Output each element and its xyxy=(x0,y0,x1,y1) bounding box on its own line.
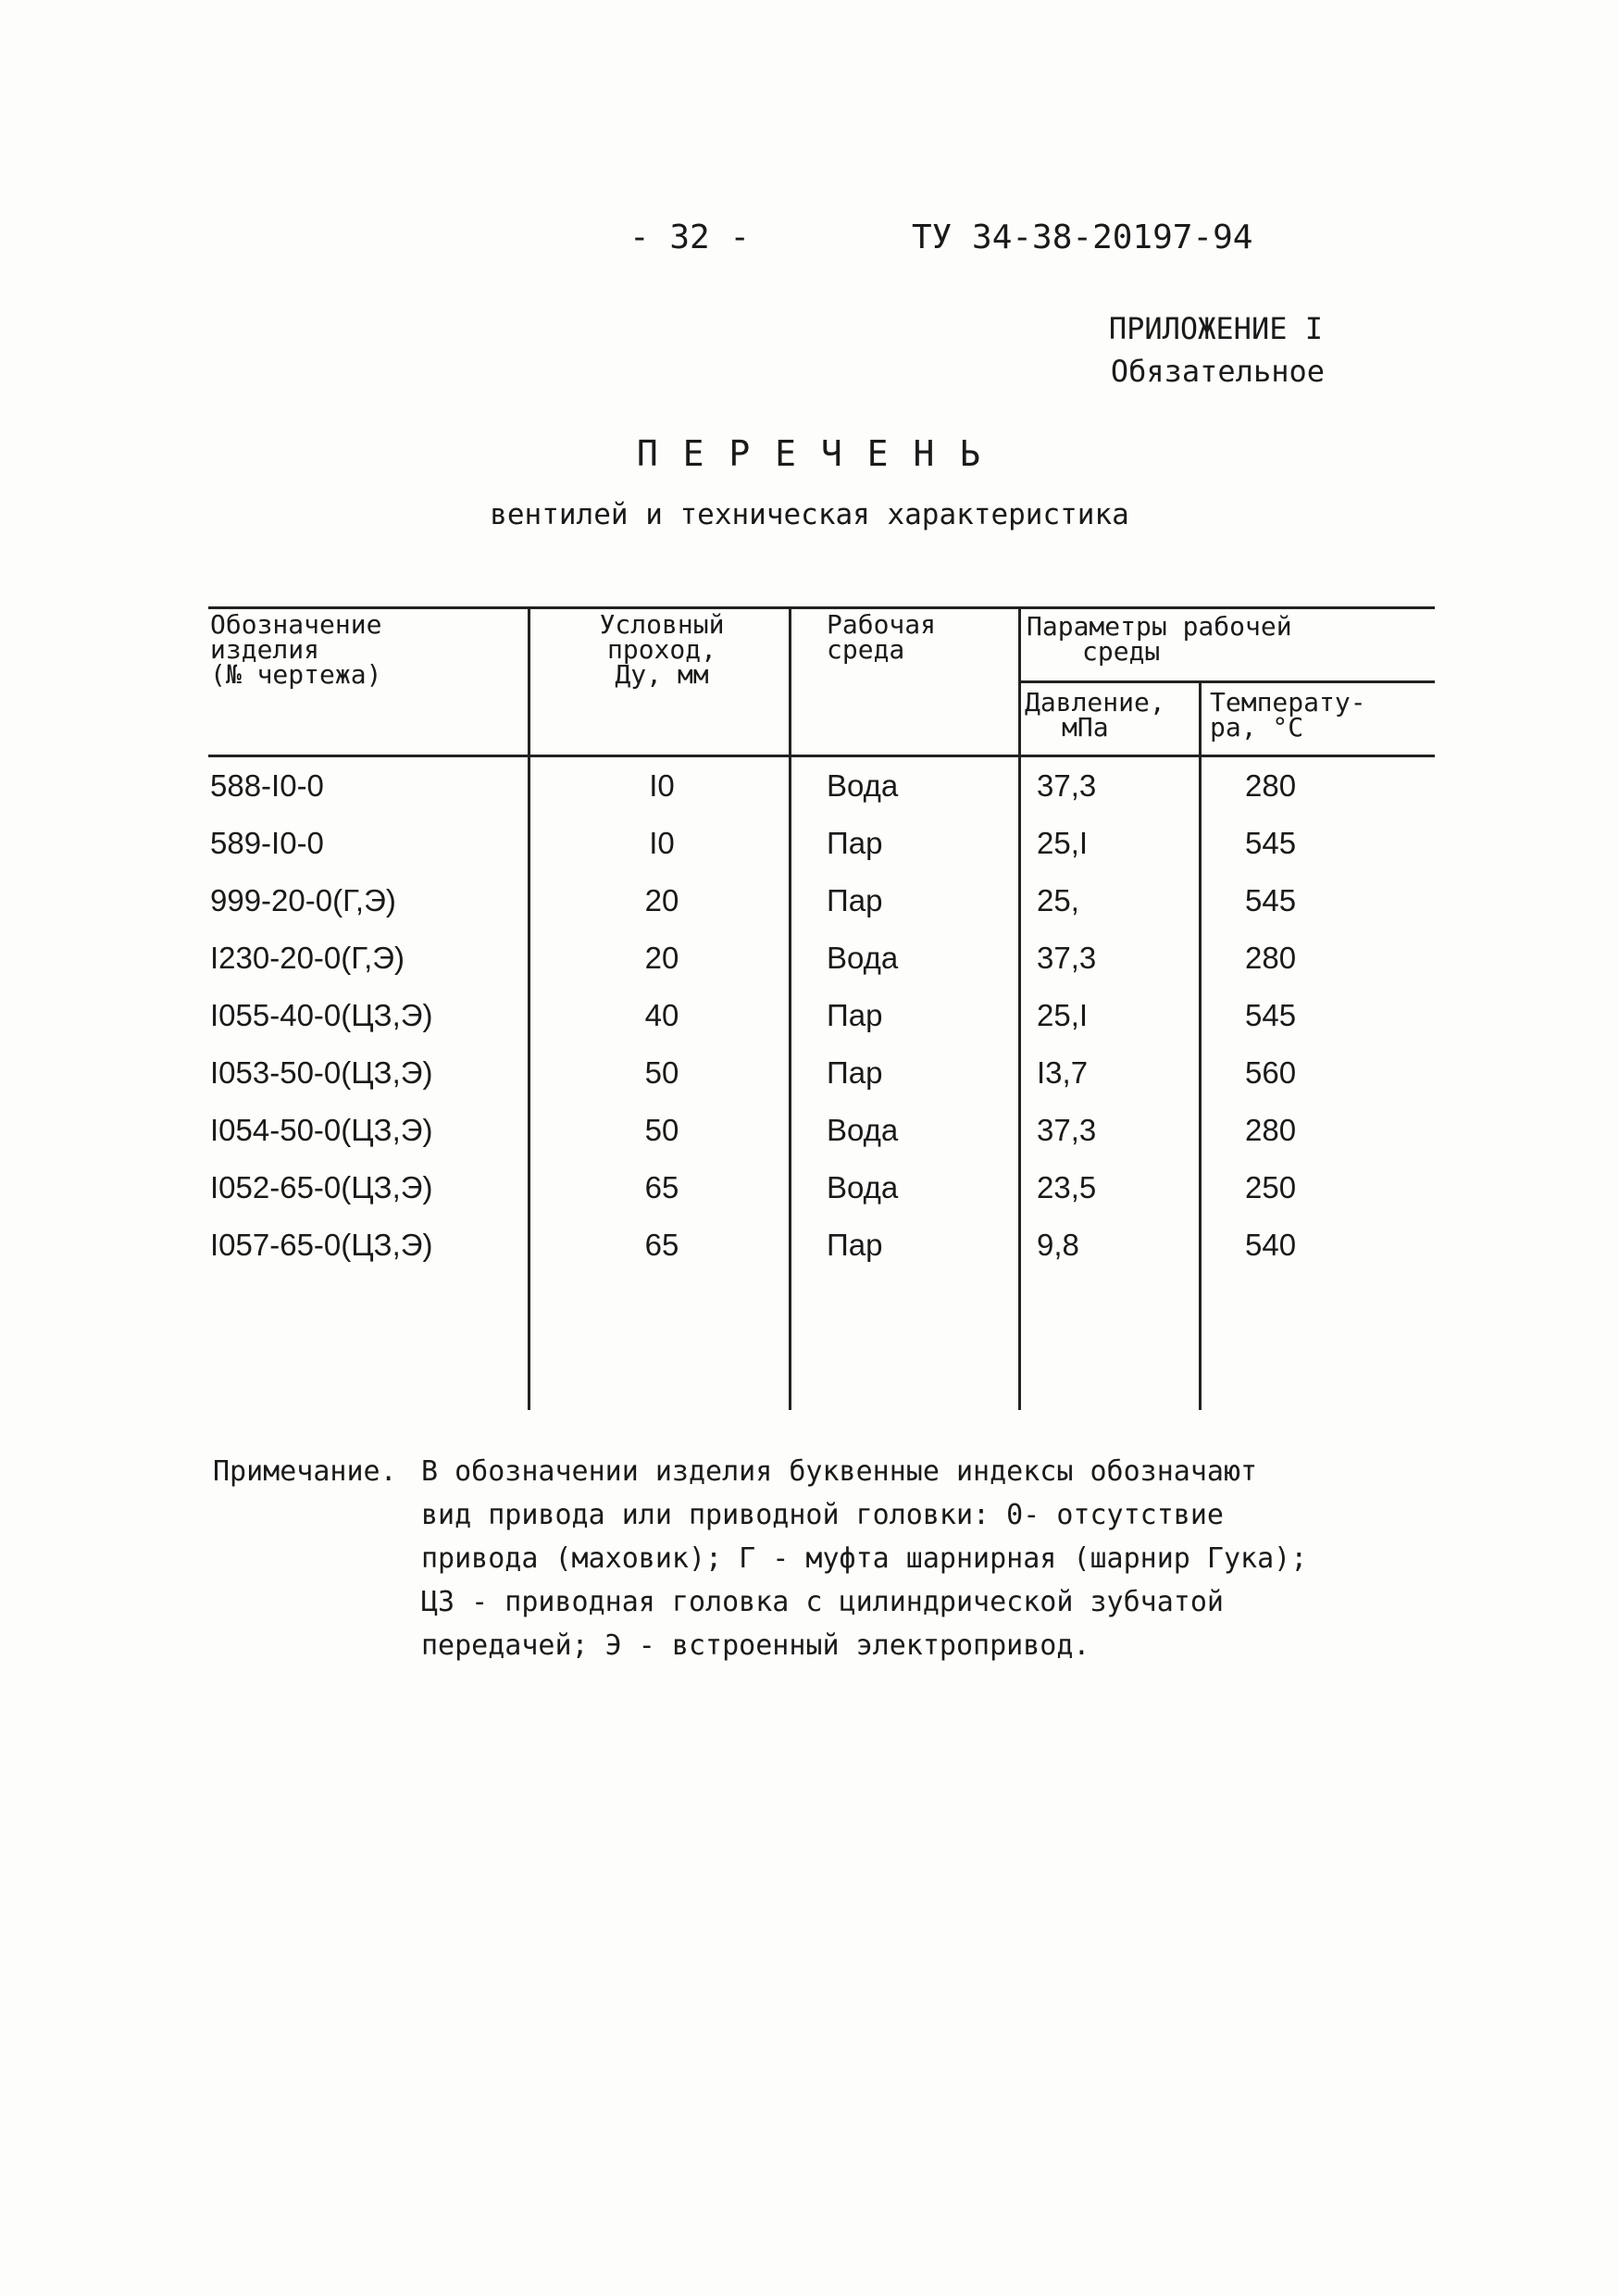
cell-medium: Пар xyxy=(827,1055,883,1090)
cell-medium: Пар xyxy=(827,826,883,860)
header-pressure xyxy=(1025,687,1196,742)
cell-medium: Пар xyxy=(827,883,883,917)
header-pressure-line: мПа xyxy=(1062,712,1109,742)
appendix-title: ПРИЛОЖЕНИЕ I xyxy=(1108,311,1323,346)
page-number: - 32 - xyxy=(629,218,751,256)
note-label: Примечание. xyxy=(213,1455,397,1488)
header-designation-line: изделия xyxy=(210,634,320,665)
header-params-group-line: среды xyxy=(1082,636,1161,667)
note-line: В обозначении изделия буквенные индексы обозначают xyxy=(421,1455,1258,1488)
cell-pressure: 37,3 xyxy=(1037,1113,1097,1147)
cell-pressure: 25,I xyxy=(1037,826,1089,860)
table-header-rule xyxy=(208,755,1435,757)
header-temperature-line: ра, °С xyxy=(1210,712,1304,742)
appendix-kind: Обязательное xyxy=(1110,354,1325,389)
cell-nominal-bore: 40 xyxy=(644,998,679,1032)
params-group-rule xyxy=(1018,680,1435,683)
cell-nominal-bore: 65 xyxy=(644,1170,679,1204)
cell-medium: Вода xyxy=(827,941,899,975)
cell-medium: Вода xyxy=(827,1113,899,1147)
header-designation-line: (№ чертежа) xyxy=(210,659,382,690)
header-nominal-bore xyxy=(542,609,782,690)
cell-temperature: 545 xyxy=(1245,883,1297,917)
cell-pressure: 9,8 xyxy=(1037,1228,1079,1262)
note-line: привода (маховик); Г - муфта шарнирная (шарнир Гука); xyxy=(421,1542,1308,1575)
cell-pressure: 37,3 xyxy=(1037,768,1097,803)
cell-temperature: 560 xyxy=(1245,1055,1297,1090)
document-subtitle: вентилей и техническая характеристика xyxy=(490,498,1129,531)
header-temperature xyxy=(1210,687,1432,742)
cell-medium: Вода xyxy=(827,1170,899,1204)
cell-temperature: 250 xyxy=(1245,1170,1297,1204)
cell-designation: I054-50-0(ЦЗ,Э) xyxy=(210,1113,433,1147)
cell-medium: Пар xyxy=(827,998,883,1032)
cell-pressure: 25,I xyxy=(1037,998,1089,1032)
header-nominal-bore-line: Ду, мм xyxy=(615,659,709,690)
header-designation-line: Обозначение xyxy=(210,609,382,640)
header-temperature-line: Температу- xyxy=(1210,687,1366,718)
valves-table xyxy=(208,606,1435,1412)
cell-medium: Вода xyxy=(827,768,899,803)
cell-nominal-bore: I0 xyxy=(649,768,675,803)
note-line: ЦЗ - приводная головка с цилиндрической зубчатой xyxy=(421,1586,1224,1618)
cell-designation: 588-I0-0 xyxy=(210,768,324,803)
column-divider-1 xyxy=(528,606,530,1410)
column-divider-4 xyxy=(1199,680,1202,1410)
cell-temperature: 280 xyxy=(1245,1113,1297,1147)
cell-medium: Пар xyxy=(827,1228,883,1262)
cell-designation: I053-50-0(ЦЗ,Э) xyxy=(210,1055,433,1090)
cell-temperature: 280 xyxy=(1245,768,1297,803)
header-params-group xyxy=(1027,611,1434,667)
cell-nominal-bore: 20 xyxy=(644,883,679,917)
column-divider-2 xyxy=(789,606,791,1410)
cell-nominal-bore: 50 xyxy=(644,1055,679,1090)
cell-designation: I055-40-0(ЦЗ,Э) xyxy=(210,998,433,1032)
header-designation xyxy=(210,609,516,690)
cell-designation: I052-65-0(ЦЗ,Э) xyxy=(210,1170,433,1204)
cell-nominal-bore: 50 xyxy=(644,1113,679,1147)
cell-designation: 589-I0-0 xyxy=(210,826,324,860)
cell-designation: 999-20-0(Г,Э) xyxy=(210,883,396,917)
cell-pressure: 37,3 xyxy=(1037,941,1097,975)
note-line: вид привода или приводной головки: 0- отсутствие xyxy=(421,1499,1224,1531)
cell-pressure: 25, xyxy=(1037,883,1079,917)
cell-pressure: 23,5 xyxy=(1037,1170,1097,1204)
header-medium-line: среда xyxy=(827,634,905,665)
document-code: ТУ 34-38-20197-94 xyxy=(912,218,1253,256)
cell-temperature: 280 xyxy=(1245,941,1297,975)
cell-nominal-bore: 65 xyxy=(644,1228,679,1262)
header-params-group-line: Параметры рабочей xyxy=(1027,611,1292,642)
cell-designation: I230-20-0(Г,Э) xyxy=(210,941,405,975)
table-top-rule xyxy=(208,606,1435,609)
cell-temperature: 545 xyxy=(1245,826,1297,860)
cell-nominal-bore: I0 xyxy=(649,826,675,860)
header-medium-line: Рабочая xyxy=(827,609,937,640)
cell-pressure: I3,7 xyxy=(1037,1055,1089,1090)
header-nominal-bore-line: проход, xyxy=(606,634,716,665)
cell-temperature: 540 xyxy=(1245,1228,1297,1262)
cell-temperature: 545 xyxy=(1245,998,1297,1032)
column-divider-3 xyxy=(1018,606,1021,1410)
header-pressure-line: Давление, xyxy=(1025,687,1165,718)
header-nominal-bore-line: Условный xyxy=(599,609,725,640)
cell-nominal-bore: 20 xyxy=(644,941,679,975)
cell-designation: I057-65-0(ЦЗ,Э) xyxy=(210,1228,433,1262)
note-line: передачей; Э - встроенный электропривод. xyxy=(421,1629,1090,1662)
header-medium xyxy=(827,609,1012,665)
document-title: П Е Р Е Ч Е Н Ь xyxy=(636,433,983,474)
